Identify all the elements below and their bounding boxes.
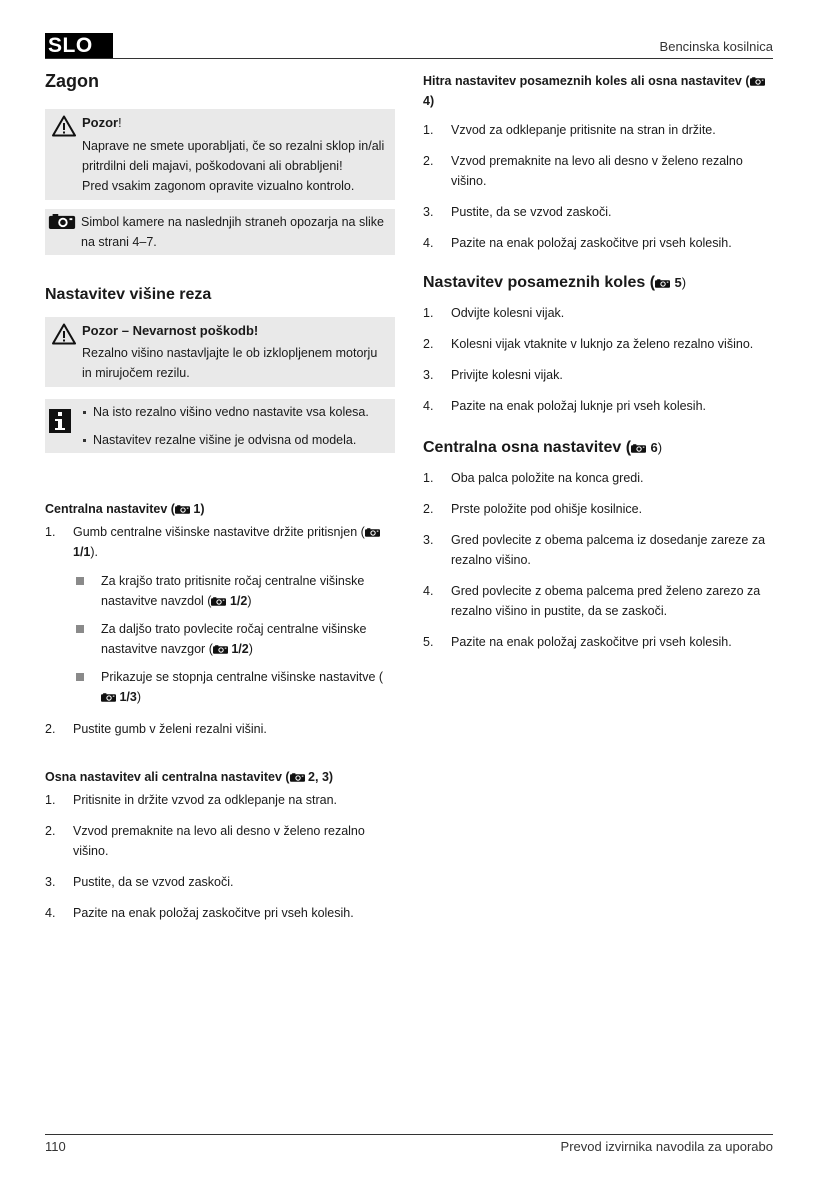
footer-text: Prevod izvirnika navodila za uporabo — [560, 1139, 773, 1154]
list-item: 1. Pritisnite in držite vzvod za odklepanje na stran. — [45, 793, 338, 807]
page-number: 110 — [45, 1139, 66, 1154]
list-item: 3. Pustite, da se vzvod zaskoči. — [45, 875, 234, 889]
list-item: 4. Pazite na enak položaj zaskočitve pri vseh kolesih. — [423, 236, 732, 250]
camera-icon — [175, 505, 190, 514]
central-steps — [45, 522, 395, 739]
sub-list-item: Za daljšo trato povlecite ročaj centralne višinske nastavitve navzgor ( 1/2) — [73, 619, 395, 659]
section-title-single-wheels: Nastavitev posameznih koles ( 5) — [423, 274, 687, 291]
camera-note-box — [45, 209, 395, 255]
camera-icon — [750, 77, 765, 86]
subsection-title-central: Centralna nastavitev ( 1) — [45, 502, 205, 516]
page-header — [45, 33, 773, 59]
list-item: 5. Pazite na enak položaj zaskočitve pri vseh kolesih. — [423, 635, 732, 649]
camera-note-text: Simbol kamere na naslednjih straneh opozarja na slike na strani 4–7. — [81, 215, 384, 249]
warning-triangle-icon — [52, 323, 76, 345]
list-item: 2. Pustite gumb v želeni rezalni višini. — [45, 722, 267, 736]
left-column — [45, 60, 395, 934]
camera-icon — [211, 597, 226, 606]
warning-heading — [82, 113, 389, 133]
list-item: 1. Gumb centralne višinske nastavitve držite pritisnjen ( 1/1). Za krajšo trato pritisnite ročaj centralne višinske nastavitve navzdol ( 1/2) Za daljšo trato povlecite ročaj centralne višinske nastavitve navzgor ( 1/2) Prikazuje se stopnja centralne višinske nastavitve ( 1/3) — [45, 522, 395, 707]
info-bullet: Nastavitev rezalne višine je odvisna od modela. — [81, 430, 389, 450]
camera-icon — [631, 444, 646, 453]
warning-triangle-icon — [52, 115, 76, 137]
list-item: 1. Vzvod za odklepanje pritisnite na stran in držite. — [423, 123, 716, 137]
list-item: 3. Pustite, da se vzvod zaskoči. — [423, 205, 612, 219]
section-title-zagon: Zagon — [45, 71, 99, 91]
language-badge: SLO — [45, 33, 113, 58]
sub-list-item: Za krajšo trato pritisnite ročaj centralne višinske nastavitve navzdol ( 1/2) — [73, 571, 395, 611]
info-box — [45, 399, 395, 453]
single-steps — [423, 303, 773, 416]
list-item: 2. Vzvod premaknite na levo ali desno v želeno rezalno višino. — [45, 824, 365, 858]
camera-icon — [101, 693, 116, 702]
document-title: Bencinska kosilnica — [659, 39, 773, 54]
list-item: 2. Kolesni vijak vtaknite v luknjo za želeno rezalno višino. — [423, 337, 754, 351]
list-item: 4. Gred povlecite z obema palcema pred želeno zarezo za rezalno višino in pustite, da se zaskoči. — [423, 584, 761, 618]
list-item: 1. Oba palca položite na konca gredi. — [423, 471, 644, 485]
list-item: 2. Vzvod premaknite na levo ali desno v želeno rezalno višino. — [423, 154, 743, 188]
warning-text-2: Pred vsakim zagonom opravite vizualno kontrolo. — [82, 179, 355, 193]
section-title-cut-height: Nastavitev višine reza — [45, 286, 212, 303]
warning-text: Rezalno višino nastavljajte le ob izklopljenem motorju in mirujočem rezilu. — [82, 346, 378, 380]
list-item: 3. Privijte kolesni vijak. — [423, 368, 563, 382]
camera-icon — [365, 528, 380, 537]
warning-text-1: Naprave ne smete uporabljati, če so rezalni sklop in/ali pritrdilni deli majavi, poškodovani ali obrabljeni! — [82, 139, 385, 173]
list-item: 3. Gred povlecite z obema palcema iz dosedanje zareze za rezalno višino. — [423, 533, 766, 567]
info-bullet: Na isto rezalno višino vedno nastavite vsa kolesa. — [81, 402, 389, 422]
central-axle-steps — [423, 468, 773, 652]
sub-list-item: Prikazuje se stopnja centralne višinske nastavitve ( 1/3) — [73, 667, 395, 707]
warning-box-injury — [45, 317, 395, 387]
section-title-central-axle: Centralna osna nastavitev ( 6) — [423, 439, 663, 456]
subsection-title-quick: Hitra nastavitev posameznih koles ali osna nastavitev ( 4) — [423, 71, 773, 111]
info-icon — [49, 409, 71, 433]
list-item: 4. Pazite na enak položaj zaskočitve pri vseh kolesih. — [45, 906, 354, 920]
camera-icon — [655, 279, 670, 288]
list-item: 2. Prste položite pod ohišje kosilnice. — [423, 502, 643, 516]
right-column — [423, 60, 773, 663]
warning-title-suffix: ! — [118, 116, 122, 130]
camera-icon — [290, 773, 305, 782]
quick-steps — [423, 120, 773, 253]
axle-steps — [45, 790, 395, 923]
list-item: 1. Odvijte kolesni vijak. — [423, 306, 565, 320]
camera-icon — [48, 214, 76, 229]
page-footer — [45, 1134, 773, 1158]
warning-title: Pozor — [82, 115, 119, 130]
subsection-title-axle: Osna nastavitev ali centralna nastavitev ( 2, 3) — [45, 770, 334, 784]
list-item: 4. Pazite na enak položaj luknje pri vseh kolesih. — [423, 399, 707, 413]
warning-box-start — [45, 109, 395, 200]
camera-icon — [213, 645, 228, 654]
warning-title: Pozor – Nevarnost poškodb! — [82, 323, 259, 338]
